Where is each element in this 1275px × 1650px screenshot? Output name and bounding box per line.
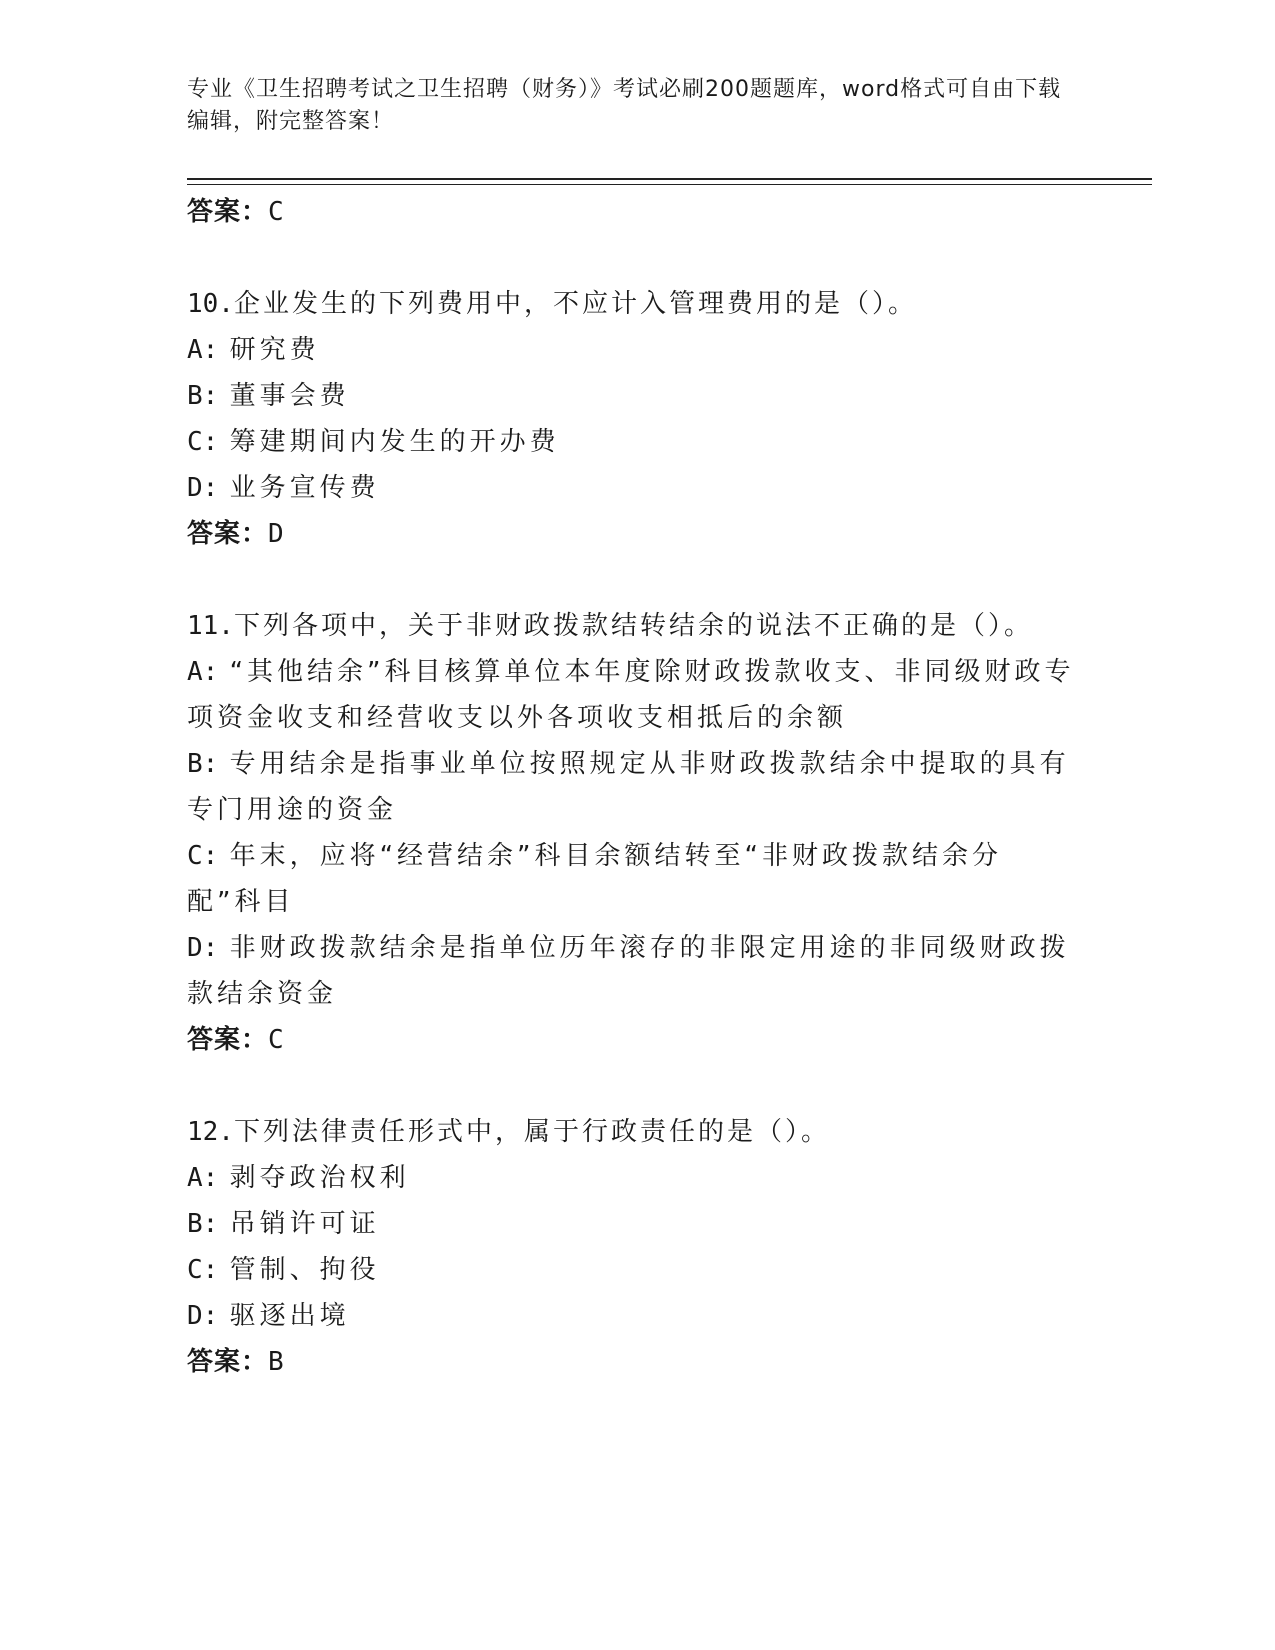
question-number: 11. <box>187 611 234 641</box>
option-text: 吊销许可证 <box>229 1209 380 1239</box>
option-d <box>187 925 1077 1017</box>
option-text: 董事会费 <box>229 381 350 411</box>
option-text: 年末，应将“经营结余”科目余额结转至“非财政拨款结余分配”科目 <box>187 841 1002 917</box>
spacer <box>187 557 1077 603</box>
option-a <box>187 649 1077 741</box>
option-key: D: <box>187 933 219 963</box>
answer-line <box>187 1339 1077 1385</box>
answer-line <box>187 511 1077 557</box>
option-key: A: <box>187 657 219 687</box>
answer-value: B <box>268 1347 285 1377</box>
option-text: 非财政拨款结余是指单位历年滚存的非限定用途的非同级财政拨款结余资金 <box>187 933 1070 1009</box>
answer-label: 答案： <box>187 197 269 227</box>
question-block <box>187 1109 1077 1385</box>
option-key: D: <box>187 1301 219 1331</box>
option-key: D: <box>187 473 219 503</box>
question-block <box>187 603 1077 1063</box>
option-key: C: <box>187 427 219 457</box>
question-number: 10. <box>187 289 234 319</box>
option-text: 研究费 <box>229 335 320 365</box>
spacer <box>187 1063 1077 1109</box>
answer-line <box>187 1017 1077 1063</box>
answer-value: D <box>268 519 285 549</box>
option-b <box>187 373 1077 419</box>
document-header: 专业《卫生招聘考试之卫生招聘（财务）》考试必刷200题题库，word格式可自由下载编辑，附完整答案！ <box>187 77 1062 134</box>
option-d <box>187 465 1077 511</box>
question-text: 企业发生的下列费用中，不应计入管理费用的是（）。 <box>233 289 917 319</box>
option-text: 剥夺政治权利 <box>229 1163 410 1193</box>
answer-value: C <box>268 197 285 227</box>
option-c <box>187 419 1077 465</box>
option-text: 驱逐出境 <box>229 1301 350 1331</box>
question-content <box>187 189 1077 1385</box>
option-key: A: <box>187 335 219 365</box>
option-text: 筹建期间内发生的开办费 <box>229 427 560 457</box>
answer-value: C <box>268 1025 285 1055</box>
answer-label: 答案： <box>187 519 269 549</box>
question-title <box>187 281 1077 327</box>
option-key: A: <box>187 1163 219 1193</box>
option-c <box>187 833 1077 925</box>
spacer <box>187 235 1077 281</box>
option-text: 业务宣传费 <box>229 473 380 503</box>
option-key: B: <box>187 749 219 779</box>
option-b <box>187 1201 1077 1247</box>
option-a <box>187 327 1077 373</box>
question-text: 下列法律责任形式中，属于行政责任的是（）。 <box>233 1117 830 1147</box>
answer-label: 答案： <box>187 1025 269 1055</box>
option-text: 专用结余是指事业单位按照规定从非财政拨款结余中提取的具有专门用途的资金 <box>187 749 1070 825</box>
header-divider-thick <box>187 178 1152 180</box>
option-text: 管制、拘役 <box>229 1255 380 1285</box>
answer-line <box>187 189 1077 235</box>
option-c <box>187 1247 1077 1293</box>
option-key: C: <box>187 1255 219 1285</box>
option-text: “其他结余”科目核算单位本年度除财政拨款收支、非同级财政专项资金收支和经营收支以外各项收支相抵后的余额 <box>187 657 1075 733</box>
option-key: C: <box>187 841 219 871</box>
answer-label: 答案： <box>187 1347 269 1377</box>
option-key: B: <box>187 1209 219 1239</box>
header-divider-thin <box>187 184 1152 185</box>
option-d <box>187 1293 1077 1339</box>
option-key: B: <box>187 381 219 411</box>
question-text: 下列各项中，关于非财政拨款结转结余的说法不正确的是（）。 <box>233 611 1033 641</box>
question-number: 12. <box>187 1117 234 1147</box>
option-a <box>187 1155 1077 1201</box>
question-block <box>187 281 1077 557</box>
option-b <box>187 741 1077 833</box>
question-title <box>187 1109 1077 1155</box>
question-title <box>187 603 1077 649</box>
